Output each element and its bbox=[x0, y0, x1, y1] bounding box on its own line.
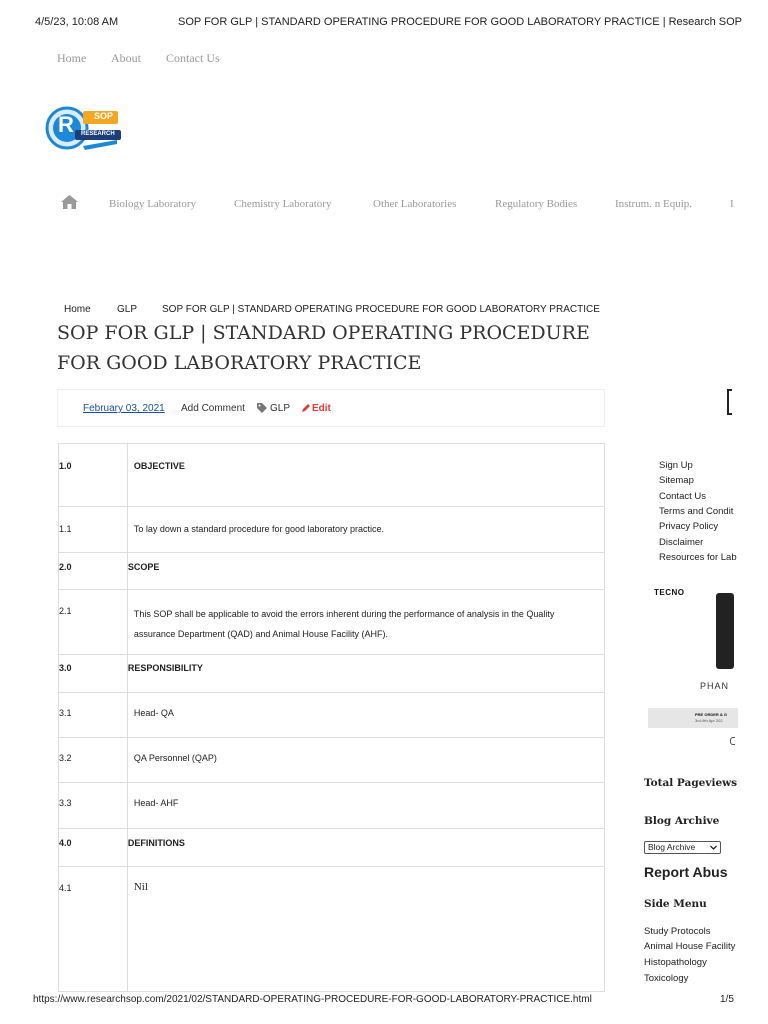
breadcrumb-glp[interactable]: GLP bbox=[117, 304, 138, 315]
report-abuse-link[interactable]: Report Abus bbox=[644, 864, 728, 880]
sidebar-ad[interactable] bbox=[648, 585, 768, 745]
section-number: 1.1 bbox=[59, 507, 128, 553]
print-page-title: SOP FOR GLP | STANDARD OPERATING PROCEDURE FOR GOOD LABORATORY PRACTICE | Research SOP bbox=[178, 16, 742, 28]
page-title: SOP FOR GLP | STANDARD OPERATING PROCEDURE FOR GOOD LABORATORY PRACTICE bbox=[57, 322, 590, 374]
ad-phone-image bbox=[716, 593, 734, 669]
table-row bbox=[59, 867, 605, 992]
ad-product: PHAN bbox=[700, 681, 730, 691]
section-heading: OBJECTIVE bbox=[127, 444, 604, 507]
category-instruments[interactable]: Instrum. n Equip. bbox=[615, 198, 692, 210]
section-number: 4.1 bbox=[59, 867, 128, 992]
section-text: QA Personnel (QAP) bbox=[127, 738, 604, 783]
breadcrumb-home[interactable]: Home bbox=[64, 304, 91, 315]
section-heading: SCOPE bbox=[127, 553, 604, 590]
blog-archive-select[interactable] bbox=[644, 841, 721, 854]
blog-archive-title: Blog Archive bbox=[644, 815, 720, 827]
print-page-number: 1/5 bbox=[720, 994, 734, 1005]
section-number: 3.0 bbox=[59, 655, 128, 693]
post-meta bbox=[57, 389, 605, 427]
top-nav-about[interactable]: About bbox=[111, 51, 141, 65]
logo-ribbon: RESEARCH bbox=[81, 131, 115, 137]
side-menu-item-animal-house[interactable]: Animal House Facility bbox=[644, 941, 736, 952]
pencil-icon bbox=[301, 403, 311, 416]
home-icon[interactable] bbox=[61, 195, 78, 214]
side-menu-item-histopathology[interactable]: Histopathology bbox=[644, 957, 707, 968]
sop-table bbox=[58, 443, 605, 992]
print-url: https://www.researchsop.com/2021/02/STANDARD-OPERATING-PROCEDURE-FOR-GOOD-LABORATORY-PRACTICE.html bbox=[33, 994, 592, 1005]
table-row bbox=[59, 444, 605, 507]
category-other[interactable]: Other Laboratories bbox=[373, 198, 457, 210]
section-text: Head- AHF bbox=[127, 783, 604, 829]
total-pageviews-title: Total Pageviews bbox=[644, 777, 738, 789]
post-date[interactable]: February 03, 2021 bbox=[83, 403, 165, 414]
post-tag[interactable]: GLP bbox=[270, 403, 291, 414]
sidebar-link-signup[interactable]: Sign Up bbox=[659, 460, 693, 471]
add-comment-link[interactable]: Add Comment bbox=[181, 403, 245, 414]
table-row bbox=[59, 738, 605, 783]
table-row bbox=[59, 590, 605, 655]
side-menu-item-toxicology[interactable]: Toxicology bbox=[644, 973, 689, 984]
table-row bbox=[59, 783, 605, 829]
table-row bbox=[59, 829, 605, 867]
section-number: 1.0 bbox=[59, 444, 128, 507]
section-number: 2.0 bbox=[59, 553, 128, 590]
breadcrumb-current: SOP FOR GLP | STANDARD OPERATING PROCEDURE FOR GOOD LABORATORY PRACTICE bbox=[162, 304, 600, 315]
table-row bbox=[59, 693, 605, 738]
sidebar-link-resources[interactable]: Resources for Lab bbox=[659, 552, 737, 563]
ad-sub: 3rd-9th Apr 202 bbox=[695, 718, 723, 723]
category-chemistry[interactable]: Chemistry Laboratory bbox=[234, 198, 332, 210]
section-text: This SOP shall be applicable to avoid the errors inherent during the performance of analysis in the Quality assurance Department (QAD) and Animal House Facility (AHF). bbox=[127, 590, 604, 655]
top-nav-home[interactable]: Home bbox=[57, 51, 87, 65]
category-regulatory[interactable]: Regulatory Bodies bbox=[495, 198, 578, 210]
ad-brand: TECNO bbox=[654, 588, 685, 597]
section-heading: DEFINITIONS bbox=[127, 829, 604, 867]
ad-banner bbox=[648, 708, 738, 728]
sidebar-link-contact[interactable]: Contact Us bbox=[659, 491, 706, 502]
category-nav bbox=[0, 195, 768, 215]
section-number: 3.1 bbox=[59, 693, 128, 738]
table-row bbox=[59, 655, 605, 693]
sidebar-link-terms[interactable]: Terms and Condit bbox=[659, 506, 734, 517]
side-menu-title: Side Menu bbox=[644, 898, 707, 910]
category-overflow[interactable]: I bbox=[730, 198, 734, 210]
edit-link[interactable]: Edit bbox=[312, 403, 331, 414]
section-number: 3.3 bbox=[59, 783, 128, 829]
section-heading: RESPONSIBILITY bbox=[127, 655, 604, 693]
sidebar-link-sitemap[interactable]: Sitemap bbox=[659, 475, 694, 486]
tag-icon bbox=[257, 403, 268, 416]
section-number: 3.2 bbox=[59, 738, 128, 783]
section-number: 2.1 bbox=[59, 590, 128, 655]
section-text: Head- QA bbox=[127, 693, 604, 738]
logo-badge: SOP bbox=[94, 111, 114, 121]
side-menu-item-study-protocols[interactable]: Study Protocols bbox=[644, 926, 711, 937]
table-row bbox=[59, 553, 605, 590]
section-text: Nil bbox=[127, 867, 604, 992]
logo-letter: R bbox=[58, 112, 74, 137]
sidebar-link-privacy[interactable]: Privacy Policy bbox=[659, 521, 719, 532]
site-logo[interactable] bbox=[45, 106, 125, 152]
ad-dot bbox=[730, 737, 735, 745]
chevron-down-icon bbox=[710, 842, 717, 856]
sidebar-link-disclaimer[interactable]: Disclaimer bbox=[659, 537, 704, 548]
top-nav-contact[interactable]: Contact Us bbox=[166, 51, 220, 65]
ad-cta: PRE ORDER & G bbox=[695, 712, 728, 717]
section-number: 4.0 bbox=[59, 829, 128, 867]
blog-archive-select-value: Blog Archive bbox=[648, 842, 696, 852]
section-text: To lay down a standard procedure for good laboratory practice. bbox=[127, 507, 604, 553]
table-row bbox=[59, 507, 605, 553]
print-datetime: 4/5/23, 10:08 AM bbox=[35, 16, 119, 28]
category-biology[interactable]: Biology Laboratory bbox=[109, 198, 197, 210]
top-nav bbox=[57, 49, 86, 67]
sidebar-bracket bbox=[727, 389, 732, 415]
